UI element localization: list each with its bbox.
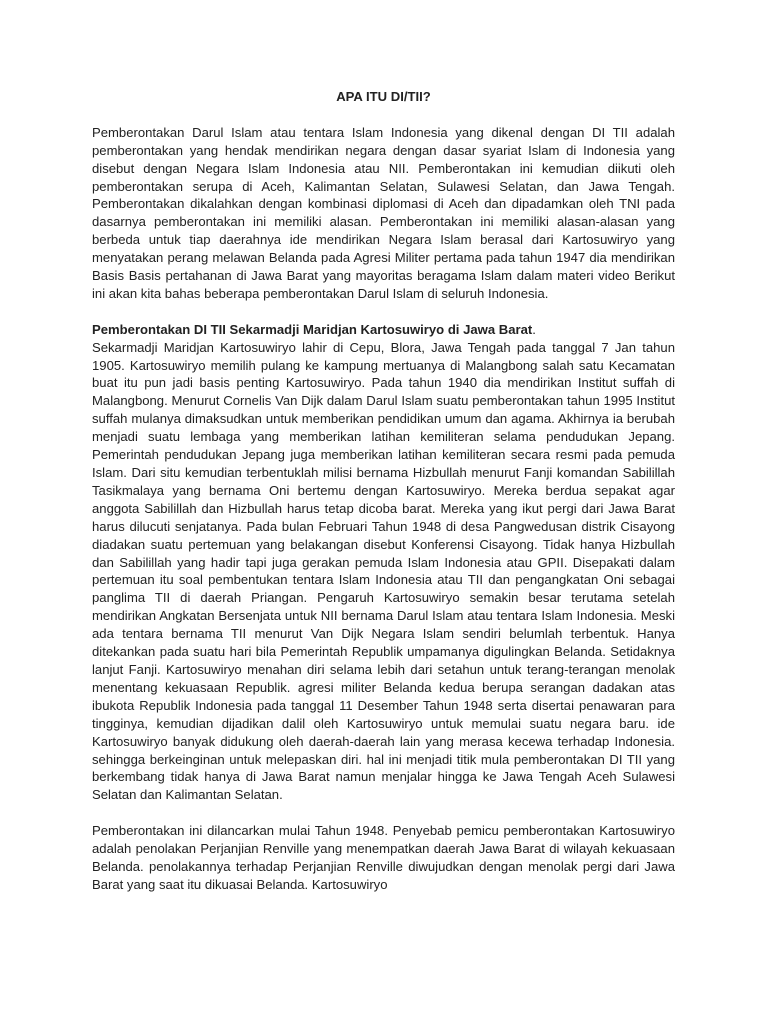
section-heading-text: Pemberontakan DI TII Sekarmadji Maridjan Kartosuwiryo di Jawa Barat (92, 321, 533, 337)
document-title: APA ITU DI/TII? (336, 89, 431, 104)
intro-paragraph: Pemberontakan Darul Islam atau tentara Islam Indonesia yang dikenal dengan DI TII adalah pemberontakan yang hendak mendirikan negara dengan dasar syariat Islam di Indonesia yang disebut dengan Negara Islam Indonesia atau NII. Pemberontakan ini kemudian diikuti oleh pemberontakan serupa di Aceh, Kalimantan Selatan, Sulawesi Selatan, dan Jawa Tengah. Pemberontakan dikalahkan dengan kombinasi diplomasi di Aceh dan dipadamkan oleh TNI pada dasarnya pemberontakan ini memiliki alasan. Pemberontakan ini memiliki alasan-alasan yang berbeda untuk tiap daerahnya ide mendirikan Negara Islam berasal dari Kartosuwiryo yang menyatakan perang melawan Belanda pada Agresi Militer pertama pada tahun 1947 dia mendirikan Basis Basis pertahanan di Jawa Barat yang mayoritas beragama Islam dalam materi video Berikut ini akan kita bahas beberapa pemberontakan Darul Islam di seluruh Indonesia. (92, 124, 675, 301)
section-heading (92, 321, 675, 339)
document-page (92, 88, 675, 894)
section-heading-punct: . (532, 321, 536, 337)
section-paragraph: Sekarmadji Maridjan Kartosuwiryo lahir di Cepu, Blora, Jawa Tengah pada tanggal 7 Jan tahun 1905. Kartosuwiryo memilih pulang ke kampung mertuanya di Malangbong salah satu Kecamatan buat itu pun jadi basis penting Kartosuwiryo. Pada tahun 1940 dia mendirikan Institut suffah di Malangbong. Menurut Cornelis Van Dijk dalam Darul Islam suatu pemberontakan tahun 1995 Institut suffah mulanya dimaksudkan untuk memberikan pendidikan umum dan agama. Akhirnya ia berubah menjadi suatu lembaga yang memberikan latihan kemiliteran selama pendudukan Jepang. Pemerintah pendudukan Jepang juga memberikan latihan kemiliteran secara resmi pada pemuda Islam. Dari situ kemudian terbentuklah milisi bernama Hizbullah menurut Fanji komandan Sabilillah Tasikmalaya yang bernama Oni bertemu dengan Kartosuwiryo. Mereka berdua sepakat agar anggota Sabilillah dan Hizbullah harus tetap dicoba barat. Mereka yang ikut pergi dari Jawa Barat harus dilucuti senjatanya. Pada bulan Februari Tahun 1948 di desa Pangwedusan distrik Cisayong diadakan suatu pertemuan yang belakangan disebut Konferensi Cisayong. Tidak hanya Hizbullah dan Sabilillah yang hadir tapi juga gerakan pemuda Islam Indonesia atau GPII. Disepakati dalam pertemuan itu soal pembentukan tentara Islam Indonesia atau TII dan pengangkatan Oni sebagai panglima TII di daerah Priangan. Pengaruh Kartosuwiryo semakin besar terutama setelah mendirikan Angkatan Bersenjata untuk NII bernama Darul Islam atau tentara Islam Indonesia. Meski ada tentara bernama TII menurut Van Dijk Negara Islam sendiri belumlah terbentuk. Hanya ditekankan pada suatu hari bila Pemerintah Republik umpamanya digulingkan Belanda. Setidaknya lanjut Fanji. Kartosuwiryo menahan diri selama lebih dari setahun untuk terang-terangan menolak menentang kekuasaan Republik. agresi militer Belanda kedua berupa serangan dadakan atas ibukota Republik Indonesia pada tanggal 11 Desember Tahun 1948 serta disertai penawaran para tingginya, kemudian dijadikan dalil oleh Kartosuwiryo untuk memulai suatu negara baru. ide Kartosuwiryo banyak didukung oleh daerah-daerah lain yang merasa kecewa terhadap Indonesia. sehingga berkeinginan untuk melepaskan diri. hal ini menjadi titik mula pemberontakan DI TII yang berkembang tidak hanya di Jawa Barat namun menjalar hingga ke Jawa Tengah Aceh Sulawesi Selatan dan Kalimantan Selatan. (92, 339, 675, 803)
final-paragraph: Pemberontakan ini dilancarkan mulai Tahun 1948. Penyebab pemicu pemberontakan Kartosuwiryo adalah penolakan Perjanjian Renville yang menempatkan daerah Jawa Barat di wilayah kekuasaan Belanda. penolakannya terhadap Perjanjian Renville diwujudkan dengan menolak pergi dari Jawa Barat yang saat itu dikuasai Belanda. Kartosuwiryo (92, 823, 675, 892)
